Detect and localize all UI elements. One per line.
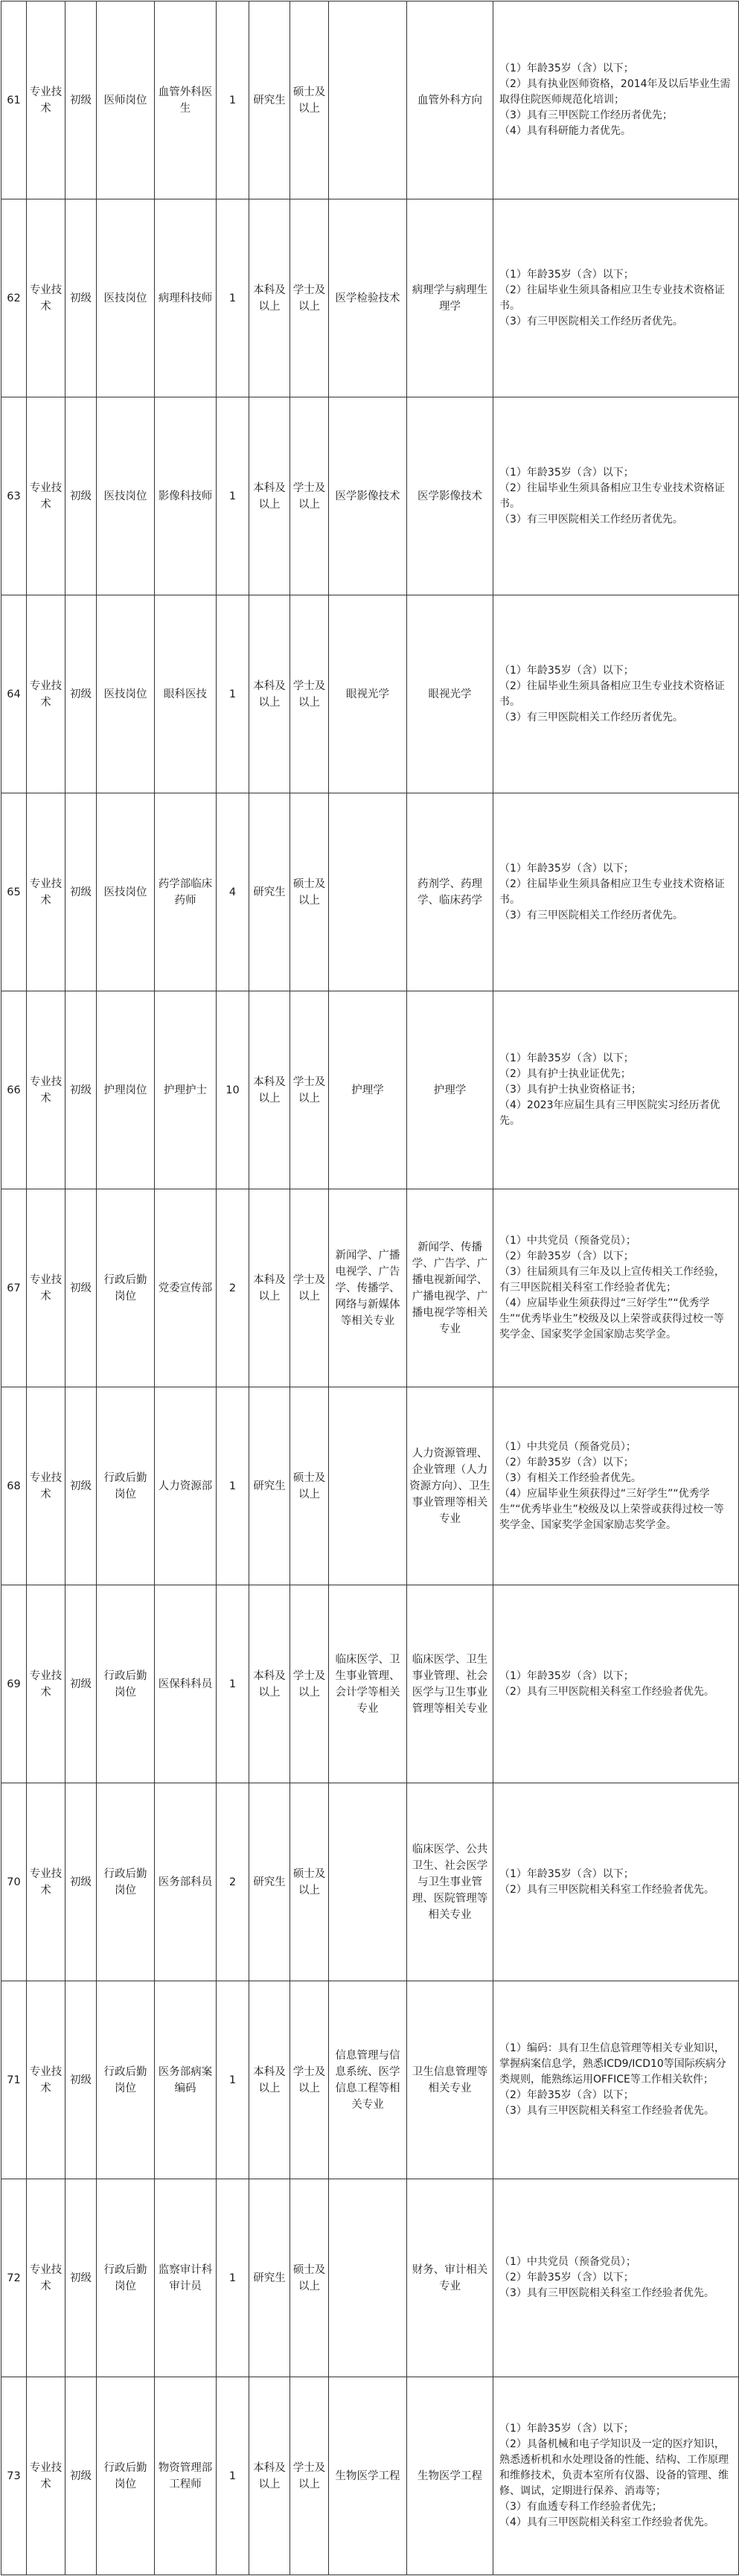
cell-count: 10 [217,991,249,1189]
requirement-line: （3）有三甲医院相关工作经历者优先。 [499,315,683,327]
cell-requirements [493,2377,739,2575]
cell-degree: 硕士及以上 [290,1387,329,1585]
cell-category: 专业技术 [27,991,65,1189]
cell-no: 65 [1,793,27,991]
cell-post-name: 病理科技师 [155,199,217,397]
cell-level: 初级 [65,1783,97,1981]
cell-post-type: 医技岗位 [97,199,155,397]
cell-major-grad: 血管外科方向 [407,1,493,199]
requirement-line: （3）具有三甲医院工作经历者优先； [499,109,673,121]
cell-level: 初级 [65,2179,97,2377]
table-row [1,1387,739,1585]
cell-level: 初级 [65,1981,97,2179]
cell-post-name: 护理护士 [155,991,217,1189]
requirement-line: （3）往届须具有三年及以上宣传相关工作经验，有三甲医院相关科室工作经验者优先； [499,1266,725,1294]
requirement-line: （2）具有三甲医院相关科室工作经验者优先。 [499,1685,714,1698]
cell-count: 2 [217,1783,249,1981]
cell-education: 研究生 [249,793,290,991]
cell-post-name: 医务部科员 [155,1783,217,1981]
cell-major-undergrad [329,793,407,991]
requirement-line: （1）年龄35岁（含）以下； [499,1867,634,1880]
requirement-line: （2）具备机械和电子学知识及一定的医疗知识，熟悉透析机和水处理设备的性能、结构、工作原理和维修技术，负责本室所有仪器、设备的管理、维修、调试，定期进行保养、消毒等； [499,2438,729,2497]
cell-major-undergrad [329,2179,407,2377]
cell-education: 研究生 [249,1783,290,1981]
cell-count: 1 [217,1387,249,1585]
cell-education: 本科及以上 [249,199,290,397]
cell-no: 73 [1,2377,27,2575]
table-body [1,1,739,2575]
table-row [1,793,739,991]
requirement-line: （3）有三甲医院相关工作经历者优先。 [499,513,683,525]
cell-count: 1 [217,1981,249,2179]
cell-no: 72 [1,2179,27,2377]
cell-requirements [493,1981,739,2179]
table-row [1,1189,739,1387]
cell-post-name: 血管外科医生 [155,1,217,199]
cell-level: 初级 [65,2377,97,2575]
cell-category: 专业技术 [27,2179,65,2377]
requirement-line: （4）2023年应届生具有三甲医院实习经历者优先。 [499,1099,720,1127]
requirement-line: （4）具有三甲医院相关科室工作经验者优先。 [499,2516,714,2528]
table-row [1,2179,739,2377]
cell-major-grad: 护理学 [407,991,493,1189]
requirement-line: （2）往届毕业生须具备相应卫生专业技术资格证书。 [499,482,725,510]
cell-post-type: 行政后勤岗位 [97,2377,155,2575]
cell-major-grad: 临床医学、公共卫生、社会医学与卫生事业管理、医院管理等相关专业 [407,1783,493,1981]
cell-post-type: 行政后勤岗位 [97,1387,155,1585]
requirement-line: （3）具有护士执业资格证书； [499,1084,642,1096]
cell-major-grad: 财务、审计相关专业 [407,2179,493,2377]
cell-degree: 硕士及以上 [290,1783,329,1981]
cell-education: 研究生 [249,1387,290,1585]
table-row [1,2377,739,2575]
cell-no: 61 [1,1,27,199]
cell-education: 本科及以上 [249,1585,290,1783]
cell-major-undergrad: 医学检验技术 [329,199,407,397]
cell-post-type: 医技岗位 [97,793,155,991]
cell-major-grad: 人力资源管理、企业管理（人力资源方向）、卫生事业管理等相关专业 [407,1387,493,1585]
requirement-line: （1）中共党员（预备党员）； [499,1235,636,1247]
requirement-line: （1）年龄35岁（含）以下； [499,664,634,677]
cell-major-undergrad [329,1783,407,1981]
cell-count: 1 [217,1,249,199]
cell-major-grad: 卫生信息管理等相关专业 [407,1981,493,2179]
cell-category: 专业技术 [27,1,65,199]
cell-requirements [493,199,739,397]
cell-requirements [493,1,739,199]
table-row [1,1783,739,1981]
cell-count: 1 [217,397,249,595]
cell-post-type: 行政后勤岗位 [97,1585,155,1783]
table-row [1,595,739,793]
table-row [1,991,739,1189]
cell-post-name: 党委宣传部 [155,1189,217,1387]
requirement-line: （4）应届毕业生须获得过“三好学生”“优秀学生”“优秀毕业生”校级及以上荣誉或获得过校一等奖学金、国家奖学金国家励志奖学金。 [499,1297,724,1340]
cell-degree: 学士及以上 [290,991,329,1189]
cell-post-type: 医技岗位 [97,397,155,595]
requirement-line: （3）具有三甲医院相关科室工作经验者优先。 [499,2287,714,2299]
cell-education: 研究生 [249,2179,290,2377]
cell-no: 64 [1,595,27,793]
cell-major-grad: 眼视光学 [407,595,493,793]
cell-major-undergrad [329,1387,407,1585]
cell-education: 本科及以上 [249,595,290,793]
requirement-line: （1）年龄35岁（含）以下； [499,1052,634,1064]
cell-requirements [493,1783,739,1981]
cell-degree: 学士及以上 [290,1981,329,2179]
cell-post-type: 行政后勤岗位 [97,1189,155,1387]
cell-count: 1 [217,1585,249,1783]
cell-post-name: 医务部病案编码 [155,1981,217,2179]
cell-count: 1 [217,2377,249,2575]
table-row [1,1981,739,2179]
requirement-line: （2）往届毕业生须具备相应卫生专业技术资格证书。 [499,680,725,708]
cell-requirements [493,595,739,793]
requirement-line: （4）具有科研能力者优先。 [499,125,631,137]
cell-major-grad: 临床医学、卫生事业管理、社会医学与卫生事业管理等相关专业 [407,1585,493,1783]
cell-post-name: 影像科技师 [155,397,217,595]
requirement-line: （2）具有护士执业证优先； [499,1068,631,1080]
cell-category: 专业技术 [27,1783,65,1981]
table-row [1,397,739,595]
cell-no: 68 [1,1387,27,1585]
cell-count: 4 [217,793,249,991]
cell-degree: 学士及以上 [290,199,329,397]
requirement-line: （2）往届毕业生须具备相应卫生专业技术资格证书。 [499,878,725,906]
requirement-line: （2）年龄35岁（含）以下； [499,1250,634,1262]
requirement-line: （1）中共党员（预备党员）； [499,1440,636,1453]
requirement-line: （2）年龄35岁（含）以下； [499,2089,634,2101]
cell-degree: 学士及以上 [290,595,329,793]
requirement-line: （3）有相关工作经验者优先。 [499,1471,642,1484]
requirement-line: （3）有三甲医院相关工作经历者优先。 [499,711,683,723]
cell-degree: 学士及以上 [290,2377,329,2575]
cell-education: 本科及以上 [249,1981,290,2179]
cell-category: 专业技术 [27,397,65,595]
cell-requirements [493,397,739,595]
cell-level: 初级 [65,991,97,1189]
cell-requirements [493,1189,739,1387]
table-row [1,1,739,199]
requirement-line: （1）中共党员（预备党员）； [499,2256,636,2268]
cell-post-type: 行政后勤岗位 [97,2179,155,2377]
cell-no: 63 [1,397,27,595]
cell-no: 69 [1,1585,27,1783]
cell-degree: 学士及以上 [290,397,329,595]
cell-major-grad: 医学影像技术 [407,397,493,595]
cell-category: 专业技术 [27,793,65,991]
cell-level: 初级 [65,199,97,397]
cell-major-undergrad [329,1,407,199]
cell-major-undergrad: 信息管理与信息系统、医学信息工程等相关专业 [329,1981,407,2179]
cell-degree: 学士及以上 [290,1585,329,1783]
cell-post-type: 行政后勤岗位 [97,1783,155,1981]
cell-count: 1 [217,595,249,793]
cell-level: 初级 [65,1387,97,1585]
cell-requirements [493,991,739,1189]
cell-requirements [493,2179,739,2377]
cell-level: 初级 [65,595,97,793]
cell-post-type: 行政后勤岗位 [97,1981,155,2179]
requirement-line: （3）有三甲医院相关工作经历者优先。 [499,909,683,921]
cell-post-name: 眼科医技 [155,595,217,793]
cell-category: 专业技术 [27,2377,65,2575]
cell-degree: 硕士及以上 [290,793,329,991]
cell-major-grad: 药剂学、药理学、临床药学 [407,793,493,991]
requirement-line: （2）年龄35岁（含）以下； [499,2272,634,2283]
cell-no: 71 [1,1981,27,2179]
requirement-line: （2）往届毕业生须具备相应卫生专业技术资格证书。 [499,284,725,312]
cell-post-type: 医师岗位 [97,1,155,199]
cell-degree: 学士及以上 [290,1189,329,1387]
table-row [1,199,739,397]
cell-major-undergrad: 临床医学、卫生事业管理、会计学等相关专业 [329,1585,407,1783]
cell-category: 专业技术 [27,1585,65,1783]
cell-major-undergrad: 新闻学、广播电视学、广告学、传播学、网络与新媒体等相关专业 [329,1189,407,1387]
cell-major-undergrad: 生物医学工程 [329,2377,407,2575]
requirement-line: （1）年龄35岁（含）以下； [499,2423,634,2435]
positions-table [1,1,739,2575]
cell-degree: 硕士及以上 [290,2179,329,2377]
requirement-line: （1）年龄35岁（含）以下； [499,63,634,74]
cell-post-name: 药学部临床药师 [155,793,217,991]
cell-no: 62 [1,199,27,397]
requirement-line: （1）编码：具有卫生信息管理等相关专业知识，掌握病案信息学，熟悉ICD9/ICD10等国际疾病分类规则，能熟练运用OFFICE等工作相关软件； [499,2042,726,2086]
requirement-line: （2）年龄35岁（含）以下； [499,1456,634,1468]
cell-no: 66 [1,991,27,1189]
cell-requirements [493,793,739,991]
cell-requirements [493,1387,739,1585]
cell-level: 初级 [65,397,97,595]
cell-major-undergrad: 护理学 [329,991,407,1189]
cell-level: 初级 [65,1,97,199]
requirement-line: （2）具有三甲医院相关科室工作经验者优先。 [499,1883,714,1896]
cell-post-name: 监察审计科审计员 [155,2179,217,2377]
cell-major-undergrad: 医学影像技术 [329,397,407,595]
requirement-line: （2）具有执业医师资格，2014年及以后毕业生需取得住院医师规范化培训； [499,78,731,106]
requirement-line: （3）具有三甲医院相关科室工作经验者优先。 [499,2105,714,2117]
cell-count: 2 [217,1189,249,1387]
cell-category: 专业技术 [27,1189,65,1387]
cell-no: 67 [1,1189,27,1387]
cell-level: 初级 [65,1189,97,1387]
cell-education: 本科及以上 [249,1189,290,1387]
table-row [1,1585,739,1783]
cell-count: 1 [217,199,249,397]
requirement-line: （1）年龄35岁（含）以下； [499,268,634,281]
cell-major-grad: 生物医学工程 [407,2377,493,2575]
cell-post-name: 人力资源部 [155,1387,217,1585]
cell-major-grad: 新闻学、传播学、广告学、广播电视新闻学、广播电视学、广播电视学等相关专业 [407,1189,493,1387]
cell-category: 专业技术 [27,1387,65,1585]
requirement-line: （4）应届毕业生须获得过“三好学生”“优秀学生”“优秀毕业生”校级及以上荣誉或获得过校一等奖学金、国家奖学金国家励志奖学金。 [499,1487,724,1531]
cell-post-name: 医保科科员 [155,1585,217,1783]
cell-requirements [493,1585,739,1783]
cell-level: 初级 [65,1585,97,1783]
cell-category: 专业技术 [27,199,65,397]
cell-major-undergrad: 眼视光学 [329,595,407,793]
cell-degree: 硕士及以上 [290,1,329,199]
cell-category: 专业技术 [27,595,65,793]
requirement-line: （1）年龄35岁（含）以下； [499,466,634,479]
cell-post-type: 医技岗位 [97,595,155,793]
cell-post-name: 物资管理部工程师 [155,2377,217,2575]
cell-education: 本科及以上 [249,2377,290,2575]
cell-education: 本科及以上 [249,991,290,1189]
requirement-line: （1）年龄35岁（含）以下； [499,1669,634,1682]
cell-post-type: 护理岗位 [97,991,155,1189]
requirement-line: （1）年龄35岁（含）以下； [499,862,634,875]
cell-level: 初级 [65,793,97,991]
cell-major-grad: 病理学与病理生理学 [407,199,493,397]
cell-count: 1 [217,2179,249,2377]
cell-education: 研究生 [249,1,290,199]
cell-category: 专业技术 [27,1981,65,2179]
cell-education: 本科及以上 [249,397,290,595]
cell-no: 70 [1,1783,27,1981]
requirement-line: （3）有血透专科工作经验者优先； [499,2501,662,2513]
